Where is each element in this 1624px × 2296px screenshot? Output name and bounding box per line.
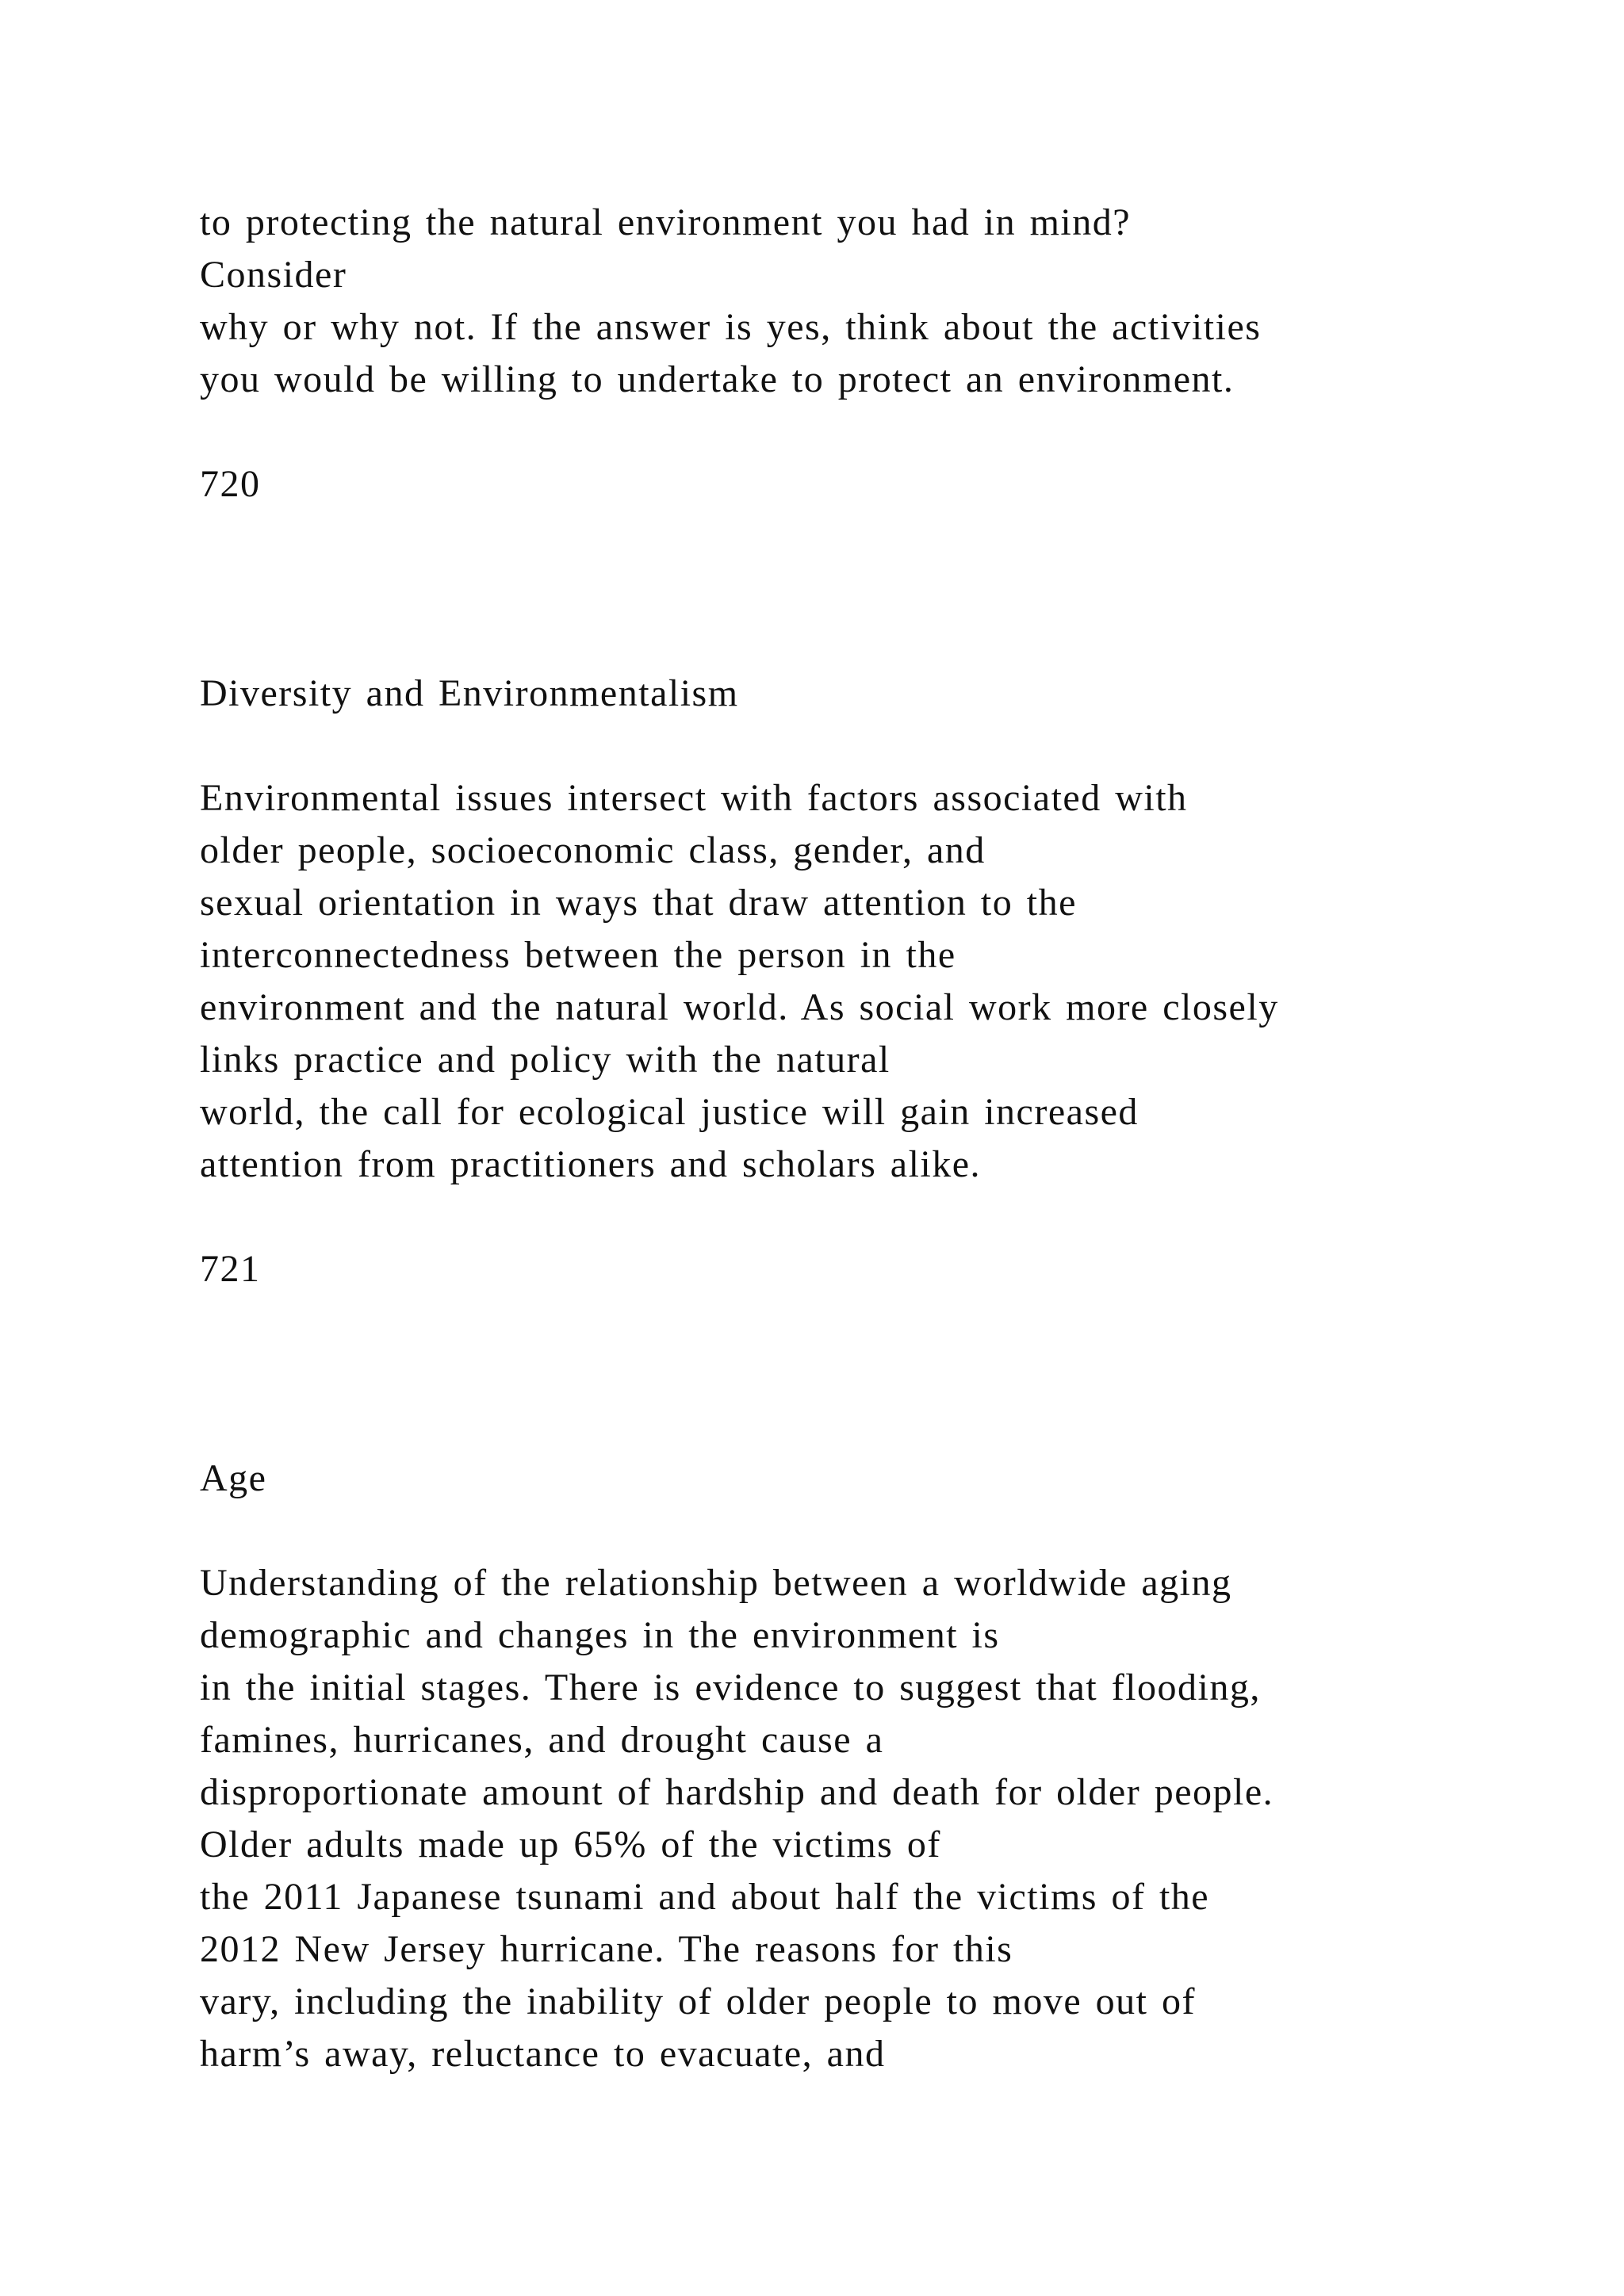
age-line-8: 2012 New Jersey hurricane. The reasons for this (200, 1928, 1013, 1970)
diversity-line-8: attention from practitioners and scholars alike. (200, 1143, 982, 1185)
diversity-line-2: older people, socioeconomic class, gender, and (200, 829, 986, 871)
diversity-line-3: sexual orientation in ways that draw attention to the (200, 882, 1077, 924)
age-line-3: in the initial stages. There is evidence to suggest that flooding, (200, 1667, 1261, 1709)
intro-line-2: Consider (200, 254, 347, 296)
intro-line-1: to protecting the natural environment you had in mind? (200, 201, 1132, 243)
age-line-10: harm’s away, reluctance to evacuate, and (200, 2033, 886, 2075)
diversity-line-1: Environmental issues intersect with factors associated with (200, 777, 1188, 819)
intro-line-3: why or why not. If the answer is yes, think about the activities (200, 306, 1262, 348)
age-line-5: disproportionate amount of hardship and death for older people. (200, 1771, 1274, 1813)
page-number-720: 720 (200, 463, 261, 505)
diversity-line-4: interconnectedness between the person in the (200, 934, 956, 976)
section-heading-diversity: Diversity and Environmentalism (200, 672, 739, 714)
age-line-9: vary, including the inability of older people to move out of (200, 1980, 1196, 2022)
diversity-line-6: links practice and policy with the natural (200, 1039, 891, 1081)
diversity-line-7: world, the call for ecological justice will gain increased (200, 1091, 1139, 1133)
age-line-6: Older adults made up 65% of the victims of (200, 1823, 941, 1866)
page-number-721: 721 (200, 1248, 261, 1290)
intro-line-4: you would be willing to undertake to protect an environment. (200, 358, 1235, 400)
age-line-2: demographic and changes in the environment is (200, 1614, 1000, 1656)
age-line-1: Understanding of the relationship between a worldwide aging (200, 1562, 1232, 1604)
age-line-4: famines, hurricanes, and drought cause a (200, 1719, 884, 1761)
diversity-line-5: environment and the natural world. As social work more closely (200, 986, 1279, 1028)
section-heading-age: Age (200, 1457, 267, 1499)
age-line-7: the 2011 Japanese tsunami and about half the victims of the (200, 1876, 1210, 1918)
